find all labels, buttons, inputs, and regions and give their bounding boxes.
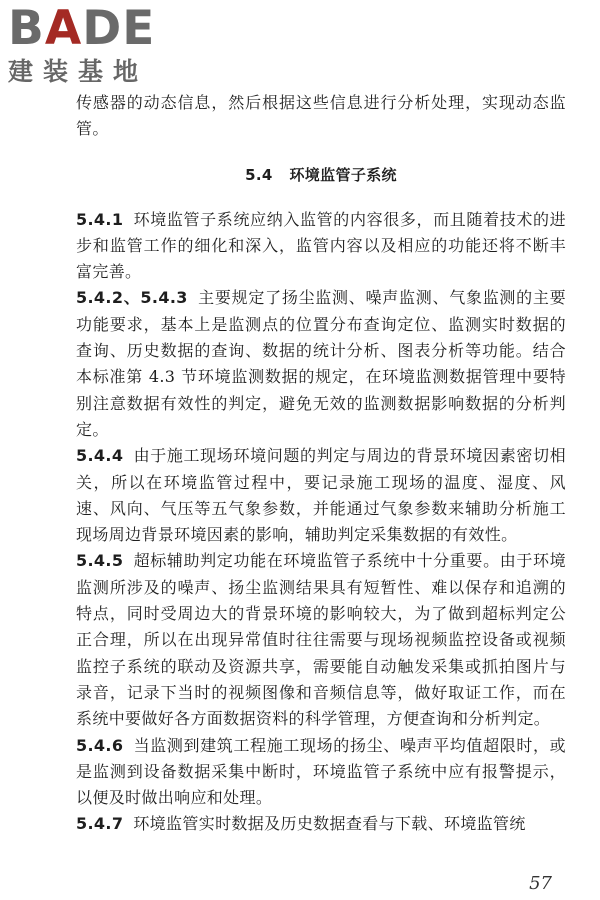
section-number: 5.4	[245, 165, 273, 184]
clause-text: 主要规定了扬尘监测、噪声监测、气象监测的主要功能要求，基本上是监测点的位置分布查询定位、监测实时数据的查询、历史数据的查询、数据的统计分析、图表分析等功能。结合本标准第 4.3 节环境监测数据的规定，在环境监测数据管理中要特别注意数据有效性的判定，避免无效的监测数据影响数据的分析判定。	[76, 288, 567, 439]
clause-number: 5.4.5	[76, 551, 124, 571]
logo-wordmark	[8, 1, 178, 56]
site-logo	[8, 1, 178, 88]
page-content	[76, 90, 566, 838]
clause-text: 由于施工现场环境问题的判定与周边的背景环境因素密切相关，所以在环境监管过程中，要记录施工现场的温度、湿度、风速、风向、气压等五气象参数，并能通过气象参数来辅助分析施工现场周边背景环境因素的影响，辅助判定采集数据的有效性。	[76, 446, 566, 545]
clause-text: 环境监管实时数据及历史数据查看与下载、环境监管统	[133, 814, 526, 834]
paragraph-5-4-7	[76, 811, 566, 837]
clause-number: 5.4.4	[76, 446, 124, 466]
clause-number: 5.4.7	[76, 814, 124, 834]
clause-text: 环境监管子系统应纳入监管的内容很多，而且随着技术的进步和监管工作的细化和深入，监管内容以及相应的功能还将不断丰富完善。	[76, 209, 566, 282]
clause-text: 超标辅助判定功能在环境监管子系统中十分重要。由于环境监测所涉及的噪声、扬尘监测结果具有短暂性、难以保存和追溯的特点，同时受周边大的背景环境的影响较大，为了做到超标判定公正合理，所以在出现异常值时往往需要与现场视频监控设备或视频监控子系统的联动及资源共享，需要能自动触发采集或抓拍图片与录音，记录下当时的视频图像和音频信息等，做好取证工作，而在系统中要做好各方面数据资料的科学管理，方便查询和分析判定。	[76, 551, 566, 729]
paragraph-5-4-6	[76, 733, 566, 812]
logo-subtitle: 建装基地	[8, 57, 149, 86]
clause-number: 5.4.1	[76, 209, 124, 229]
intro-paragraph: 传感器的动态信息，然后根据这些信息进行分析处理，实现动态监管。	[76, 93, 566, 139]
clause-number: 5.4.6	[76, 735, 124, 755]
paragraph-5-4-2-3	[76, 285, 566, 443]
section-heading	[76, 162, 566, 188]
logo-letters-de: DE	[82, 1, 156, 56]
logo-letter-b: B	[8, 1, 45, 56]
paragraph-5-4-5	[76, 548, 566, 732]
clause-text: 当监测到建筑工程施工现场的扬尘、噪声平均值超限时，或是监测到设备数据采集中断时，环境监管子系统中应有报警提示，以便及时做出响应和处理。	[76, 735, 566, 808]
section-title: 环境监管子系统	[289, 165, 397, 184]
logo-letter-a: A	[44, 1, 83, 56]
page-number: 57	[529, 873, 552, 894]
paragraph-5-4-1	[76, 207, 566, 286]
paragraph-5-4-4	[76, 443, 566, 548]
clause-number: 5.4.2、5.4.3	[76, 288, 188, 308]
